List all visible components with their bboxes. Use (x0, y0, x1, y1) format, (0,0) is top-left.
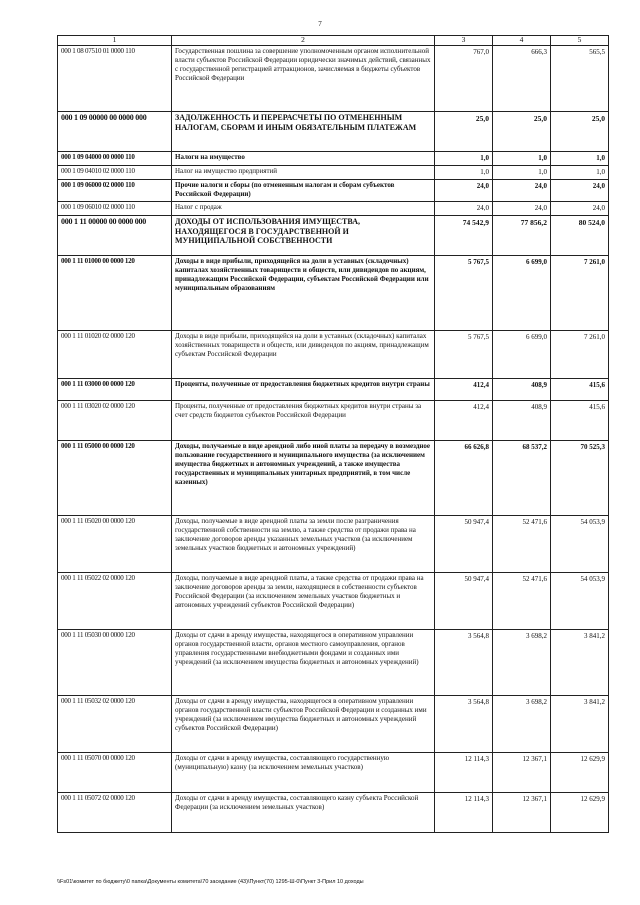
value-col4-cell: 25,0 (493, 112, 551, 152)
value-col4-cell: 52 471,6 (493, 516, 551, 573)
table-row (58, 379, 609, 401)
value-col3-cell: 3 564,8 (435, 696, 493, 753)
value-col5-cell: 12 629,9 (551, 753, 609, 793)
budget-code-cell: 000 1 09 00000 00 0000 000 (58, 112, 172, 152)
revenue-table (57, 35, 609, 833)
value-col5-cell: 25,0 (551, 112, 609, 152)
budget-code-cell: 000 1 11 05070 00 0000 120 (58, 753, 172, 793)
value-col4-cell: 52 471,6 (493, 573, 551, 630)
revenue-name-cell: Доходы, получаемые в виде арендной либо иной платы за передачу в возмездное пользование государственного и муниципального имущества (за исключением имущества бюджетных и автономных учреждений, а также имущества государственных и муниципальных унитарных предприятий, в том числе казенных) (172, 441, 435, 516)
value-col3-cell: 66 626,8 (435, 441, 493, 516)
value-col4-cell: 6 699,0 (493, 331, 551, 379)
budget-code-cell: 000 1 11 05032 02 0000 120 (58, 696, 172, 753)
budget-code-cell: 000 1 11 05022 02 0000 120 (58, 573, 172, 630)
revenue-name-cell: Налоги на имущество (172, 152, 435, 166)
value-col3-cell: 767,0 (435, 46, 493, 112)
revenue-name-cell: Доходы от сдачи в аренду имущества, находящегося в оперативном управлении органов государственной власти, органов местного самоуправления, органов управления государственными внебюджетными фондами и созданных ими учреждений (за исключением имущества бюджетных и автономных учреждений) (172, 630, 435, 696)
column-header-3: 3 (435, 36, 493, 46)
table-row (58, 753, 609, 793)
value-col4-cell: 68 537,2 (493, 441, 551, 516)
table-row (58, 112, 609, 152)
page-number: 7 (318, 20, 322, 28)
value-col5-cell: 24,0 (551, 180, 609, 202)
value-col3-cell: 5 767,5 (435, 331, 493, 379)
value-col4-cell: 1,0 (493, 152, 551, 166)
revenue-name-cell: Налог с продаж (172, 202, 435, 216)
budget-code-cell: 000 1 11 00000 00 0000 000 (58, 216, 172, 256)
value-col4-cell: 77 856,2 (493, 216, 551, 256)
table-row (58, 166, 609, 180)
table-row (58, 696, 609, 753)
budget-code-cell: 000 1 09 04000 00 0000 110 (58, 152, 172, 166)
value-col4-cell: 12 367,1 (493, 793, 551, 833)
revenue-name-cell: Проценты, полученные от предоставления бюджетных кредитов внутри страны (172, 379, 435, 401)
value-col3-cell: 24,0 (435, 180, 493, 202)
value-col4-cell: 666,3 (493, 46, 551, 112)
value-col5-cell: 3 841,2 (551, 630, 609, 696)
value-col3-cell: 3 564,8 (435, 630, 493, 696)
budget-code-cell: 000 1 09 06010 02 0000 110 (58, 202, 172, 216)
table-row (58, 180, 609, 202)
revenue-name-cell: Проценты, полученные от предоставления бюджетных кредитов внутри страны за счет средств бюджетов субъектов Российской Федерации (172, 401, 435, 441)
budget-code-cell: 000 1 11 01000 00 0000 120 (58, 256, 172, 331)
table-row (58, 331, 609, 379)
table-row (58, 401, 609, 441)
budget-code-cell: 000 1 09 06000 02 0000 110 (58, 180, 172, 202)
revenue-name-cell: Доходы в виде прибыли, приходящейся на доли в уставных (складочных) капиталах хозяйственных товариществ и обществ, или дивидендов по акциям, принадлежащим субъектам Российской Федерации (172, 331, 435, 379)
value-col4-cell: 1,0 (493, 166, 551, 180)
value-col5-cell: 54 053,9 (551, 573, 609, 630)
value-col4-cell: 24,0 (493, 202, 551, 216)
table-row (58, 516, 609, 573)
column-header-5: 5 (551, 36, 609, 46)
value-col5-cell: 7 261,0 (551, 331, 609, 379)
revenue-name-cell: Доходы, получаемые в виде арендной платы за земли после разграничения государственной собственности на землю, а также средства от продажи права на заключение договоров аренды указанных земельных участков (за исключением земельных участков бюджетных и автономных учреждений) (172, 516, 435, 573)
value-col5-cell: 415,6 (551, 401, 609, 441)
budget-code-cell: 000 1 11 05072 02 0000 120 (58, 793, 172, 833)
value-col5-cell: 3 841,2 (551, 696, 609, 753)
revenue-name-cell: Государственная пошлина за совершение уполномоченным органом исполнительной власти субъектов Российской Федерации юридически значимых действий, связанных с государственной регистрацией аттракционов, зачисляемая в бюджеты субъектов Российской Федерации (172, 46, 435, 112)
value-col3-cell: 74 542,9 (435, 216, 493, 256)
budget-code-cell: 000 1 11 05030 00 0000 120 (58, 630, 172, 696)
value-col3-cell: 5 767,5 (435, 256, 493, 331)
table-row (58, 46, 609, 112)
table-row (58, 256, 609, 331)
value-col5-cell: 80 524,0 (551, 216, 609, 256)
value-col5-cell: 415,6 (551, 379, 609, 401)
column-number-row (58, 36, 609, 46)
table-row (58, 441, 609, 516)
value-col4-cell: 3 698,2 (493, 696, 551, 753)
budget-code-cell: 000 1 11 03020 02 0000 120 (58, 401, 172, 441)
value-col3-cell: 412,4 (435, 379, 493, 401)
value-col5-cell: 54 053,9 (551, 516, 609, 573)
value-col5-cell: 70 525,3 (551, 441, 609, 516)
value-col4-cell: 6 699,0 (493, 256, 551, 331)
column-header-1: 1 (58, 36, 172, 46)
revenue-name-cell: Прочие налоги и сборы (по отмененным налогам и сборам субъектов Российской Федерации) (172, 180, 435, 202)
value-col4-cell: 3 698,2 (493, 630, 551, 696)
budget-code-cell: 000 1 09 04010 02 0000 110 (58, 166, 172, 180)
revenue-name-cell: ДОХОДЫ ОТ ИСПОЛЬЗОВАНИЯ ИМУЩЕСТВА, НАХОДЯЩЕГОСЯ В ГОСУДАРСТВЕННОЙ И МУНИЦИПАЛЬНОЙ СОБСТВЕННОСТИ (172, 216, 435, 256)
table-row (58, 202, 609, 216)
revenue-name-cell: Доходы, получаемые в виде арендной платы, а также средства от продажи права на заключение договоров аренды за земли, находящиеся в собственности субъектов Российской Федерации (за исключением земельных участков бюджетных и автономных учреждений субъектов Российской Федерации) (172, 573, 435, 630)
budget-code-cell: 000 1 08 07510 01 0000 110 (58, 46, 172, 112)
column-header-4: 4 (493, 36, 551, 46)
value-col5-cell: 1,0 (551, 166, 609, 180)
value-col4-cell: 12 367,1 (493, 753, 551, 793)
value-col4-cell: 408,9 (493, 401, 551, 441)
revenue-name-cell: Доходы от сдачи в аренду имущества, находящегося в оперативном управлении органов государственной власти субъектов Российской Федерации и созданных ими учреждений (за исключением имущества бюджетных и автономных учреждений субъектов Российской Федерации) (172, 696, 435, 753)
value-col3-cell: 50 947,4 (435, 516, 493, 573)
value-col5-cell: 24,0 (551, 202, 609, 216)
file-path-footer: \\Fs01\комитет по бюджету\0 папка\Документы комитета\70 заседание (43)\Пункт(70) 1295-Ш-0\Пункт 3-Прил 10 доходы (57, 879, 364, 885)
value-col3-cell: 412,4 (435, 401, 493, 441)
budget-code-cell: 000 1 11 05020 00 0000 120 (58, 516, 172, 573)
table-row (58, 216, 609, 256)
value-col3-cell: 1,0 (435, 166, 493, 180)
value-col3-cell: 50 947,4 (435, 573, 493, 630)
revenue-name-cell: Доходы от сдачи в аренду имущества, составляющего государственную (муниципальную) казну (за исключением земельных участков) (172, 753, 435, 793)
table-row (58, 630, 609, 696)
value-col4-cell: 408,9 (493, 379, 551, 401)
budget-code-cell: 000 1 11 03000 00 0000 120 (58, 379, 172, 401)
budget-code-cell: 000 1 11 05000 00 0000 120 (58, 441, 172, 516)
revenue-name-cell: Доходы от сдачи в аренду имущества, составляющего казну субъекта Российской Федерации (за исключением земельных участков) (172, 793, 435, 833)
value-col3-cell: 12 114,3 (435, 753, 493, 793)
value-col3-cell: 12 114,3 (435, 793, 493, 833)
budget-code-cell: 000 1 11 01020 02 0000 120 (58, 331, 172, 379)
value-col4-cell: 24,0 (493, 180, 551, 202)
column-header-2: 2 (172, 36, 435, 46)
revenue-name-cell: Доходы в виде прибыли, приходящейся на доли в уставных (складочных) капиталах хозяйственных товариществ и обществ, или дивидендов по акциям, принадлежащим Российской Федерации, субъектам Российской Федерации или муниципальным образованиям (172, 256, 435, 331)
table-row (58, 793, 609, 833)
revenue-name-cell: ЗАДОЛЖЕННОСТЬ И ПЕРЕРАСЧЕТЫ ПО ОТМЕНЕННЫМ НАЛОГАМ, СБОРАМ И ИНЫМ ОБЯЗАТЕЛЬНЫМ ПЛАТЕЖАМ (172, 112, 435, 152)
table-row (58, 152, 609, 166)
value-col3-cell: 25,0 (435, 112, 493, 152)
value-col5-cell: 1,0 (551, 152, 609, 166)
value-col3-cell: 24,0 (435, 202, 493, 216)
value-col3-cell: 1,0 (435, 152, 493, 166)
value-col5-cell: 12 629,9 (551, 793, 609, 833)
table-row (58, 573, 609, 630)
value-col5-cell: 7 261,0 (551, 256, 609, 331)
revenue-name-cell: Налог на имущество предприятий (172, 166, 435, 180)
table-body (58, 36, 609, 833)
value-col5-cell: 565,5 (551, 46, 609, 112)
